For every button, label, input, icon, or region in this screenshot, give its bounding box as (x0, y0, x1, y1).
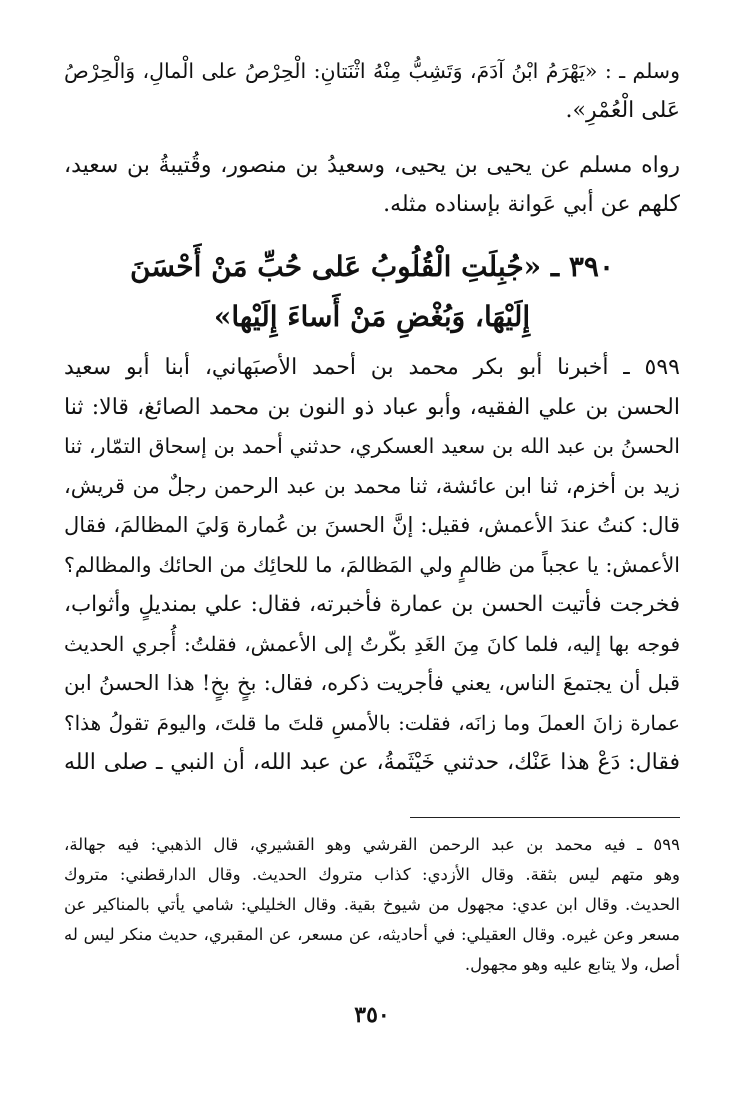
intro-text (64, 52, 680, 130)
footnote-divider (410, 817, 680, 818)
narration-line-2: كلهم عن أبي عَوانة بإسناده مثله. (383, 192, 680, 217)
hadith-line: قبل أن يجتمعَ الناس، يعني فأجريت ذكره، فقال: بخٍ بخٍ! هذا الحسنُ ابن (64, 671, 680, 695)
footnote-line: ٥٩٩ ـ فيه محمد بن عبد الرحمن القرشي وهو القشيري، قال الذهبي: فيه جهالة، (64, 835, 680, 854)
hadith-line: فخرجت فأتيت الحسن بن عمارة فأخبرته، فقال: علي بمنديلٍ وأثواب، (64, 592, 680, 617)
intro-line-1: وسلم ـ : «يَهْرَمُ ابْنُ آدَمَ، وَتَشِبُّ مِنْهُ اثْنَتانِ: الْحِرْصُ على الْمالِ، وَالْحِرْصُ (64, 59, 680, 83)
hadith-line: فقال: دَعْ هذا عَنْك، حدثني خَيْثَمةُ، عن عبد الله، أن النبي ـ صلى الله (64, 750, 680, 775)
hadith-line: فوجه بها إليه، فلما كانَ مِنَ الغَدِ بكّرتُ إلى الأعمش، فقلتُ: أُجري الحديث (64, 631, 680, 656)
footnote-line: أصل، ولا يتابع عليه وهو مجهول. (464, 955, 680, 974)
intro-line-2: عَلى الْعُمْرِ». (565, 98, 680, 123)
hadith-text (64, 348, 680, 783)
hadith-line: عمارة زانَ العملَ وما زانَه، فقلت: بالأمسِ قلتَ ما قلتَ، واليومَ تقولُ هذا؟ (64, 710, 680, 735)
hadith-line: زيد بن أخزم، ثنا ابن عائشة، ثنا محمد بن عبد الرحمن رجلٌ من قريش، (64, 473, 680, 498)
hadith-line: الحسنُ بن عبد الله بن سعيد العسكري، حدثني أحمد بن إسحاق التمّار، ثنا (64, 434, 680, 458)
hadith-line: الحسن بن علي الفقيه، وأبو عباد ذو النون بن محمد الصائغ، قالا: ثنا (64, 394, 680, 420)
footnote-line: الحديث. وقال ابن عدي: مجهول من شيوخ بقية. وقال الخليلي: شامي يأتي بالمناكير عن (64, 895, 680, 914)
footnote-line: وهو متهم ليس بثقة. وقال الأزدي: كذاب متروك الحديث. وقال الدارقطني: متروك (64, 865, 680, 884)
book-page (64, 52, 680, 1095)
narration-line-1: رواه مسلم عن يحيى بن يحيى، وسعيدُ بن منصور، وقُتيبةُ بن سعيد، (64, 153, 680, 178)
chapter-heading (64, 242, 680, 342)
hadith-line: قال: كنتُ عندَ الأعمش، فقيل: إنَّ الحسنَ بن عُمارة وَليَ المظالمَ، فقال (64, 513, 680, 537)
chapter-heading-line-1: ٣٩٠ ـ «جُبِلَتِ الْقُلُوبُ عَلى حُبِّ مَنْ أَحْسَنَ (130, 250, 614, 283)
hadith-line: ٥٩٩ ـ أخبرنا أبو بكر محمد بن أحمد الأصبَهاني، أبنا أبو سعيد (64, 355, 680, 380)
page-number: ٣٥٠ (354, 1002, 390, 1028)
narration-note (64, 146, 680, 224)
chapter-heading-line-2: إِلَيْهَا، وَبُغْضِ مَنْ أَساءَ إِلَيْها» (213, 300, 531, 333)
footnote-line: مسعر وعن غيره. وقال العقيلي: في أحاديثه، عن مسعر، عن المقبري، حديث منكر ليس له (64, 925, 680, 944)
hadith-line: الأعمش: يا عجباً من ظالمٍ ولي المَظالمَ، ما للحائِك من الحائك والمظالم؟ (64, 552, 680, 577)
footnote (64, 830, 680, 980)
